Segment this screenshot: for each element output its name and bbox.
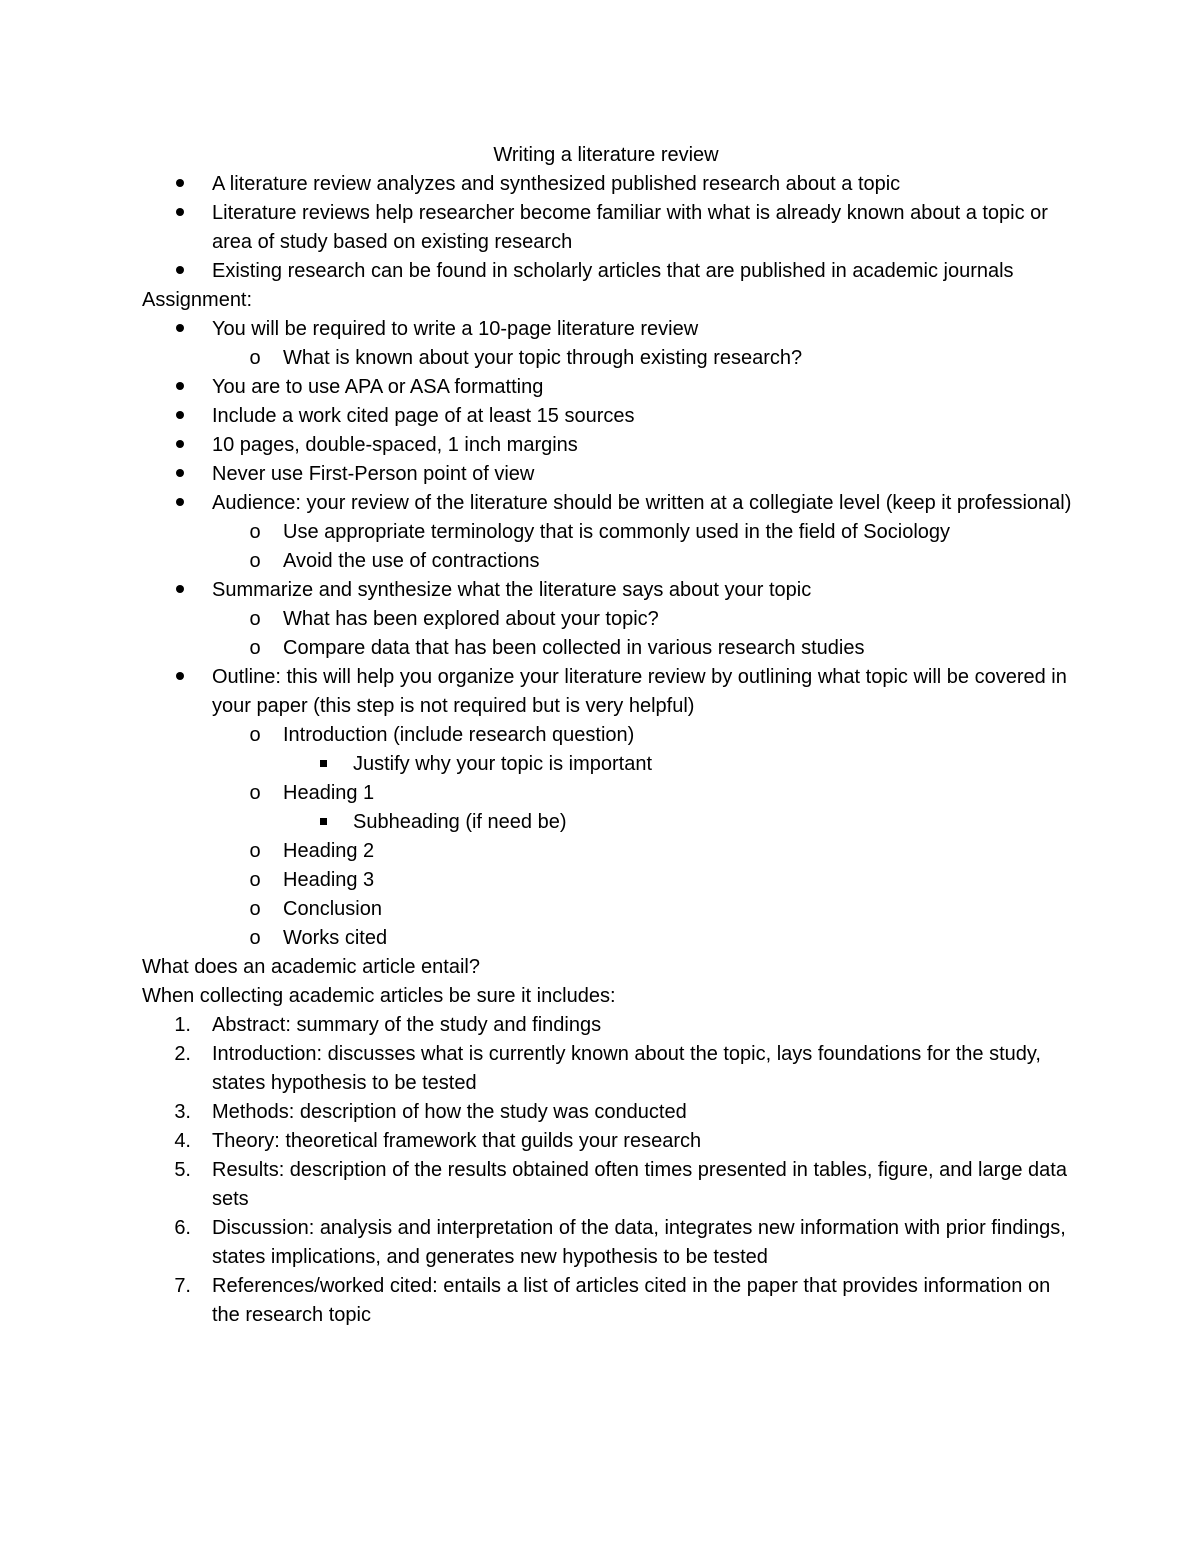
list-item: You are to use APA or ASA formatting — [142, 373, 1072, 402]
sub-list-item: o Avoid the use of contractions — [142, 547, 1072, 576]
square-bullet-icon — [308, 808, 338, 837]
bullet-icon — [165, 373, 195, 402]
numbered-item: 5. Results: description of the results obtained often times presented in tables, figure, and large data sets — [142, 1156, 1072, 1214]
bullet-icon — [165, 489, 195, 518]
numbered-item: 6. Discussion: analysis and interpretation of the data, integrates new information with prior findings, states implications, and generates new hypothesis to be tested — [142, 1214, 1072, 1272]
list-item: A literature review analyzes and synthesized published research about a topic — [142, 170, 1072, 199]
article-question: What does an academic article entail? — [142, 956, 480, 978]
list-item: Existing research can be found in scholarly articles that are published in academic journals — [142, 257, 1072, 286]
bullet-icon — [165, 576, 195, 605]
sub-list-item: o Compare data that has been collected in various research studies — [142, 634, 1072, 663]
item-number: 1. — [174, 1014, 191, 1036]
numbered-item: 4. Theory: theoretical framework that guilds your research — [142, 1127, 1072, 1156]
assignment-heading: Assignment: — [142, 289, 253, 311]
square-bullet-icon — [308, 750, 338, 779]
circle-bullet-icon: o — [249, 724, 261, 746]
sub-list-item: o Heading 3 — [142, 866, 1072, 895]
article-lead: When collecting academic articles be sure it includes: — [142, 985, 616, 1007]
circle-bullet-icon: o — [249, 782, 261, 804]
bullet-icon — [165, 402, 195, 431]
circle-bullet-icon: o — [249, 637, 261, 659]
bullet-icon — [165, 460, 195, 489]
sub-list-item: o What is known about your topic through existing research? — [142, 344, 1072, 373]
document-body — [142, 141, 1072, 1330]
sub-list-item: o What has been explored about your topic? — [142, 605, 1072, 634]
circle-bullet-icon: o — [249, 840, 261, 862]
item-number: 3. — [174, 1101, 191, 1123]
circle-bullet-icon: o — [249, 898, 261, 920]
numbered-item: 2. Introduction: discusses what is currently known about the topic, lays foundations for the study, states hypothesis to be tested — [142, 1040, 1072, 1098]
sub-list-item: o Introduction (include research question) — [142, 721, 1072, 750]
item-number: 2. — [174, 1043, 191, 1065]
circle-bullet-icon: o — [249, 550, 261, 572]
item-number: 4. — [174, 1130, 191, 1152]
sub-list-item: o Use appropriate terminology that is commonly used in the field of Sociology — [142, 518, 1072, 547]
list-item: Outline: this will help you organize your literature review by outlining what topic will be covered in your paper (this step is not required but is very helpful) — [142, 663, 1072, 721]
bullet-icon — [165, 663, 195, 692]
numbered-item: 1. Abstract: summary of the study and findings — [142, 1011, 1072, 1040]
list-item: Summarize and synthesize what the literature says about your topic — [142, 576, 1072, 605]
list-item: Audience: your review of the literature should be written at a collegiate level (keep it professional) — [142, 489, 1072, 518]
list-item: 10 pages, double-spaced, 1 inch margins — [142, 431, 1072, 460]
sub-sub-list-item: Subheading (if need be) — [142, 808, 1072, 837]
page-title: Writing a literature review — [493, 144, 719, 166]
circle-bullet-icon: o — [249, 608, 261, 630]
item-number: 7. — [174, 1275, 191, 1297]
numbered-item: 3. Methods: description of how the study was conducted — [142, 1098, 1072, 1127]
sub-sub-list-item: Justify why your topic is important — [142, 750, 1072, 779]
sub-list-item: o Heading 1 — [142, 779, 1072, 808]
sub-list-item: o Conclusion — [142, 895, 1072, 924]
circle-bullet-icon: o — [249, 927, 261, 949]
list-item: Never use First-Person point of view — [142, 460, 1072, 489]
list-item: You will be required to write a 10-page literature review — [142, 315, 1072, 344]
item-number: 6. — [174, 1217, 191, 1239]
circle-bullet-icon: o — [249, 347, 261, 369]
bullet-icon — [165, 199, 195, 228]
bullet-icon — [165, 257, 195, 286]
list-item: Literature reviews help researcher become familiar with what is already known about a topic or area of study based on existing research — [142, 199, 1072, 257]
bullet-icon — [165, 170, 195, 199]
item-number: 5. — [174, 1159, 191, 1181]
sub-list-item: o Works cited — [142, 924, 1072, 953]
numbered-item: 7. References/worked cited: entails a list of articles cited in the paper that provides information on the research topic — [142, 1272, 1072, 1330]
bullet-icon — [165, 431, 195, 460]
list-item: Include a work cited page of at least 15 sources — [142, 402, 1072, 431]
bullet-icon — [165, 315, 195, 344]
circle-bullet-icon: o — [249, 869, 261, 891]
sub-list-item: o Heading 2 — [142, 837, 1072, 866]
circle-bullet-icon: o — [249, 521, 261, 543]
